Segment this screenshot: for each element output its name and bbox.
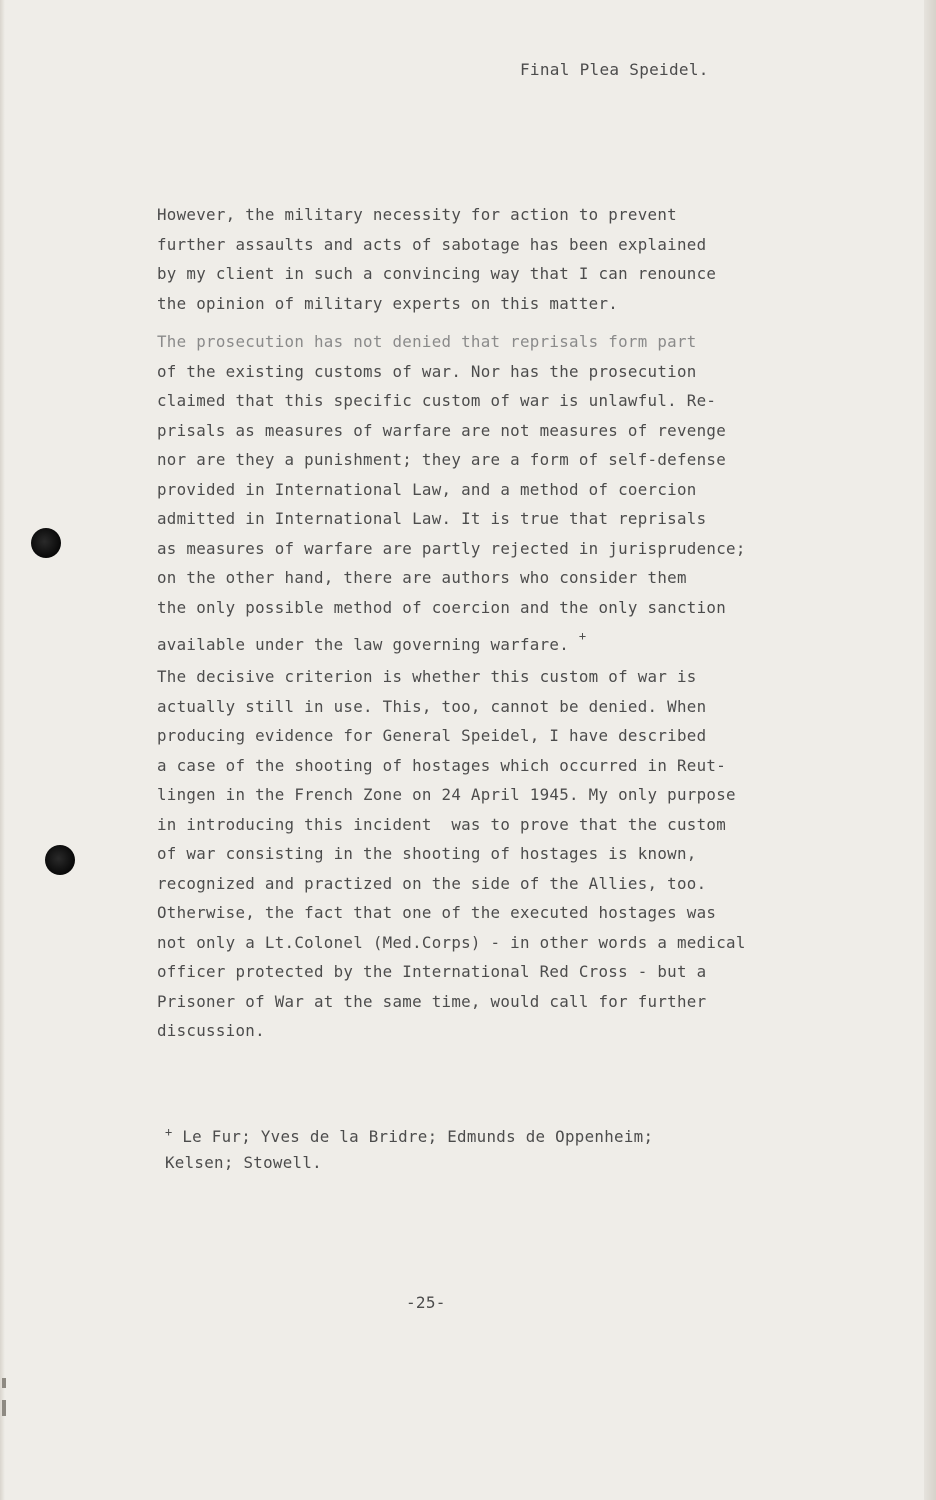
footnote-text: Le Fur; Yves de la Bridre; Edmunds de Oppenheim; bbox=[182, 1127, 654, 1146]
binding-mark bbox=[2, 1378, 6, 1388]
text-line: discussion. bbox=[157, 1021, 265, 1040]
text-line: nor are they a punishment; they are a form of self-defense bbox=[157, 450, 727, 469]
text-line: not only a Lt.Colonel (Med.Corps) - in other words a medical bbox=[157, 932, 746, 952]
text-line: of the existing customs of war. Nor has the prosecution bbox=[157, 361, 697, 381]
paragraph-1 bbox=[157, 200, 897, 318]
binding-mark bbox=[2, 1400, 6, 1416]
page-right-edge bbox=[924, 0, 936, 1500]
text-line: the only possible method of coercion and the only sanction bbox=[157, 597, 727, 617]
text-line: prisals as measures of warfare are not measures of revenge bbox=[157, 420, 727, 440]
text-line: of war consisting in the shooting of hostages is known, bbox=[157, 844, 697, 863]
footnote-text: Kelsen; Stowell. bbox=[165, 1152, 322, 1172]
footnote-marker: + bbox=[578, 629, 587, 643]
text-line: provided in International Law, and a method of coercion bbox=[157, 479, 697, 499]
text-line: The prosecution has not denied that reprisals form part bbox=[157, 332, 697, 351]
document-header: Final Plea Speidel. bbox=[520, 60, 709, 79]
footnote-marker: + bbox=[165, 1125, 173, 1139]
text-line bbox=[157, 622, 897, 652]
text-line: actually still in use. This, too, cannot be denied. When bbox=[157, 696, 707, 716]
paragraph-2 bbox=[157, 327, 897, 652]
punch-hole-lower bbox=[45, 845, 75, 875]
text-line: Prisoner of War at the same time, would call for further bbox=[157, 991, 707, 1011]
text-line: on the other hand, there are authors who consider them bbox=[157, 568, 687, 587]
text-line: claimed that this specific custom of war is unlawful. Re- bbox=[157, 391, 717, 410]
text-line: the opinion of military experts on this matter. bbox=[157, 293, 619, 313]
text-line-content: available under the law governing warfare. bbox=[157, 635, 570, 654]
text-line: a case of the shooting of hostages which occurred in Reut- bbox=[157, 755, 727, 775]
text-line: in introducing this incident was to prove that the custom bbox=[157, 814, 727, 834]
text-line: further assaults and acts of sabotage has been explained bbox=[157, 234, 707, 254]
text-line: as measures of warfare are partly rejected in jurisprudence; bbox=[157, 538, 746, 558]
page-left-edge bbox=[0, 0, 5, 1500]
text-line: lingen in the French Zone on 24 April 1945. My only purpose bbox=[157, 785, 736, 804]
punch-hole-upper bbox=[31, 528, 61, 558]
text-line: by my client in such a convincing way that I can renounce bbox=[157, 264, 717, 283]
footnote-line bbox=[165, 1118, 865, 1148]
page-number: -25- bbox=[406, 1293, 446, 1312]
text-line: producing evidence for General Speidel, I have described bbox=[157, 726, 707, 745]
text-line: officer protected by the International Red Cross - but a bbox=[157, 962, 707, 981]
paragraph-3 bbox=[157, 662, 897, 1046]
footnote bbox=[165, 1118, 865, 1177]
text-line: Otherwise, the fact that one of the executed hostages was bbox=[157, 903, 717, 922]
text-line: admitted in International Law. It is true that reprisals bbox=[157, 509, 707, 528]
footnote-line bbox=[165, 1148, 865, 1178]
text-line: recognized and practized on the side of the Allies, too. bbox=[157, 873, 707, 893]
text-line: The decisive criterion is whether this custom of war is bbox=[157, 667, 697, 686]
text-line: However, the military necessity for action to prevent bbox=[157, 205, 677, 224]
